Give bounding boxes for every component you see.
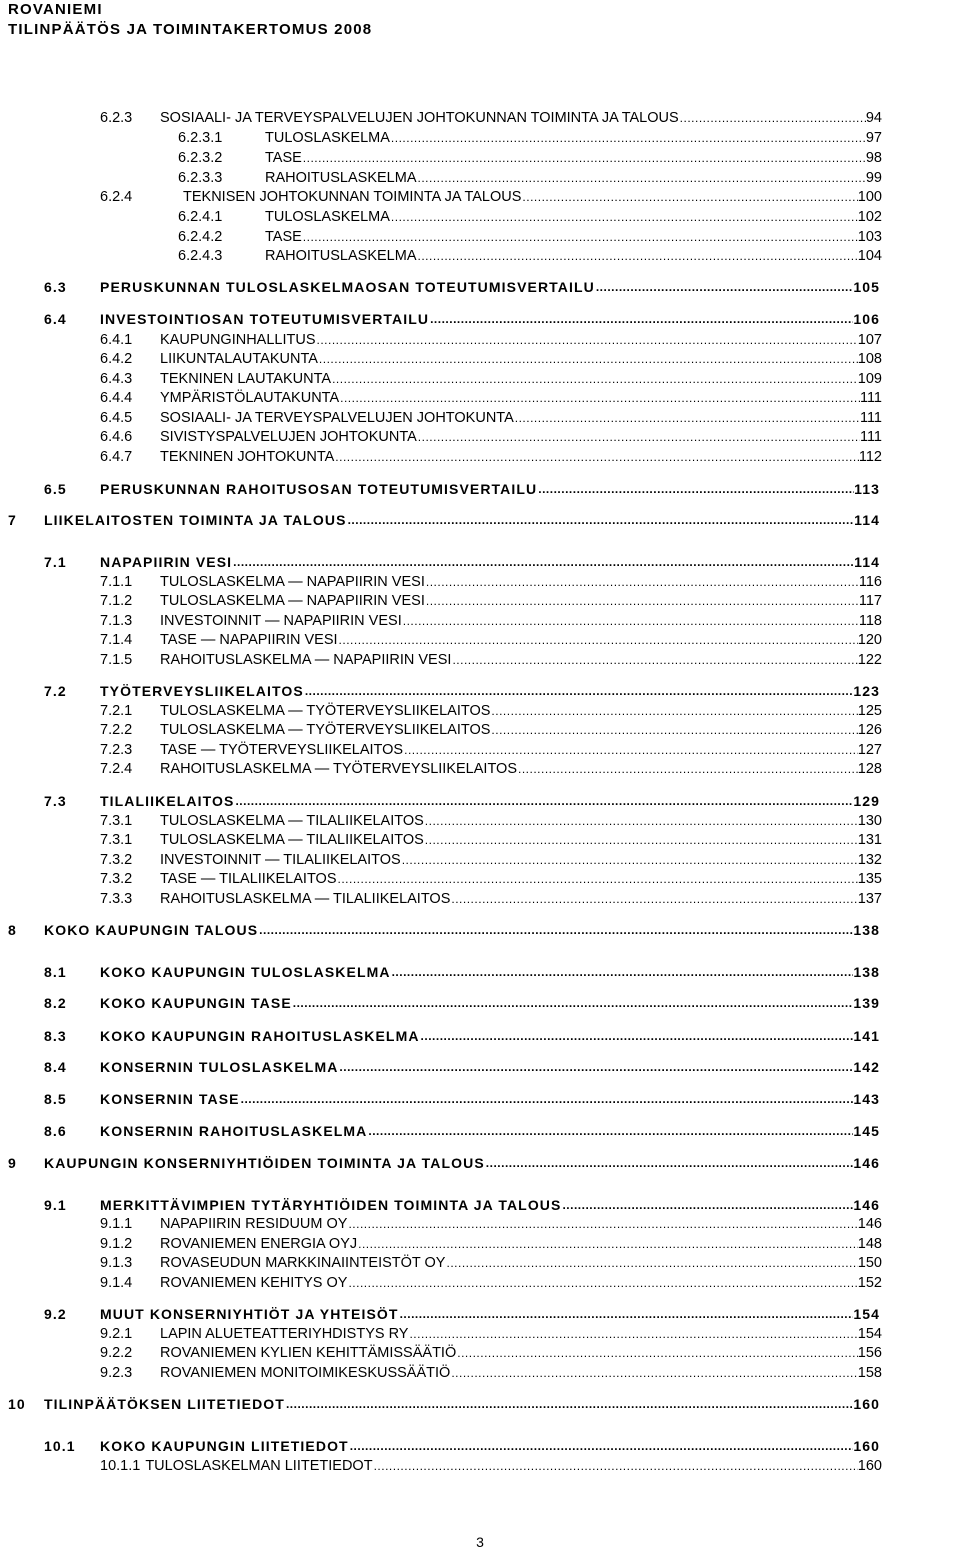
toc-entry-number: 7 (8, 512, 17, 528)
toc-entry-number: 8.5 (44, 1091, 67, 1107)
toc-leader-dots (258, 923, 853, 937)
toc-entry[interactable] (44, 309, 880, 329)
toc-leader-dots (417, 430, 860, 444)
toc-entry-page: 106 (853, 311, 880, 327)
toc-leader-dots (234, 794, 853, 808)
toc-entry-page: 129 (853, 793, 880, 809)
toc-entry[interactable] (44, 479, 880, 499)
toc-leader-dots (349, 1439, 854, 1453)
toc-entry-title: TASE — TILALIIKELAITOS (160, 871, 337, 887)
toc-entry-page: 160 (853, 1396, 880, 1412)
toc-entry[interactable] (100, 187, 882, 207)
toc-entry-title: KAUPUNGIN KONSERNIYHTIÖIDEN TOIMINTA JA TALOUS (44, 1155, 485, 1171)
toc-entry-number: 6.4.2 (100, 351, 133, 367)
toc-entry[interactable] (100, 1253, 882, 1273)
toc-entry-title: TULOSLASKELMA — TYÖTERVEYSLIIKELAITOS (160, 722, 491, 738)
toc-entry-page: 122 (857, 652, 882, 668)
toc-leader-dots (561, 1198, 853, 1212)
page-number: 3 (476, 1534, 484, 1550)
toc-entry-page: 125 (857, 703, 882, 719)
toc-leader-dots (417, 249, 858, 263)
toc-entry-title: TILALIIKELAITOS (100, 793, 235, 809)
toc-entry-number: 6.4.7 (100, 449, 133, 465)
toc-entry-number: 8 (8, 922, 17, 938)
toc-entry[interactable] (100, 427, 882, 447)
toc-entry-number: 6.2.4.3 (178, 248, 223, 264)
toc-leader-dots (302, 230, 858, 244)
toc-entry[interactable] (100, 830, 882, 850)
toc-entry[interactable] (100, 720, 882, 740)
toc-entry-number: 7.2.3 (100, 742, 133, 758)
toc-entry-title: TULOSLASKELMAN LIITETIEDOT (145, 1458, 373, 1474)
toc-entry-title: INVESTOINNIT — NAPAPIIRIN VESI (160, 613, 402, 629)
toc-entry[interactable] (44, 993, 880, 1013)
toc-leader-dots (424, 814, 858, 828)
toc-entry-page: 111 (859, 390, 882, 406)
toc-entry[interactable] (100, 388, 882, 408)
toc-entry-number: 8.2 (44, 995, 67, 1011)
toc-entry-page: 104 (857, 248, 882, 264)
toc-entry-page: 117 (858, 593, 882, 609)
toc-entry-page: 139 (853, 995, 880, 1011)
toc-entry[interactable] (44, 791, 880, 811)
toc-leader-dots (285, 1397, 853, 1411)
toc-leader-dots (316, 333, 858, 347)
toc-entry[interactable] (100, 850, 882, 870)
toc-leader-dots (490, 704, 857, 718)
toc-entry-number: 10 (8, 1396, 26, 1412)
toc-entry-title: MERKITTÄVIMPIEN TYTÄRYHTIÖIDEN TOIMINTA JA TALOUS (100, 1197, 562, 1213)
toc-leader-dots (390, 210, 858, 224)
toc-leader-dots (232, 555, 854, 569)
toc-leader-dots (339, 391, 860, 405)
toc-entry[interactable] (8, 1394, 880, 1414)
toc-entry-number: 7.3 (44, 793, 67, 809)
toc-entry-title: ROVANIEMEN MONITOIMIKESKUSSÄÄTIÖ (160, 1365, 451, 1381)
toc-leader-dots (424, 833, 858, 847)
toc-entry-number: 6.4.1 (100, 332, 133, 348)
toc-entry[interactable] (100, 572, 882, 592)
toc-entry[interactable] (44, 681, 880, 701)
toc-entry-number: 6.4.4 (100, 390, 133, 406)
toc-entry-title: NAPAPIIRIN RESIDUUM OY (160, 1216, 348, 1232)
toc-entry[interactable] (8, 920, 880, 940)
toc-entry-title: TASE — NAPAPIIRIN VESI (160, 632, 338, 648)
toc-entry[interactable] (178, 128, 882, 148)
toc-entry-title: TILINPÄÄTÖKSEN LIITETIEDOT (44, 1396, 285, 1412)
toc-entry-page: 146 (853, 1155, 880, 1171)
toc-entry[interactable] (100, 1273, 882, 1293)
toc-entry-number: 6.4.5 (100, 410, 133, 426)
toc-entry[interactable] (100, 369, 882, 389)
toc-leader-dots (537, 482, 854, 496)
toc-leader-dots (485, 1156, 854, 1170)
toc-leader-dots (367, 1124, 853, 1138)
toc-entry-title: KONSERNIN TULOSLASKELMA (100, 1059, 339, 1075)
toc-entry-page: 99 (865, 170, 882, 186)
toc-entry-number: 6.4.3 (100, 371, 133, 387)
toc-entry-number: 6.3 (44, 279, 67, 295)
toc-entry-number: 7.3.3 (100, 891, 133, 907)
toc-entry-number: 10.1.1 (100, 1458, 141, 1474)
toc-entry-number: 6.2.4 (100, 189, 133, 205)
toc-entry-title: KAUPUNGINHALLITUS (160, 332, 316, 348)
toc-entry-page: 100 (857, 189, 882, 205)
toc-leader-dots (337, 872, 858, 886)
toc-entry-title: PERUSKUNNAN RAHOITUSOSAN TOTEUTUMISVERTAILU (100, 481, 538, 497)
toc-entry[interactable] (100, 1324, 882, 1344)
toc-entry-title: ROVASEUDUN MARKKINAIINTEISTÖT OY (160, 1255, 446, 1271)
toc-entry[interactable] (100, 889, 882, 909)
toc-entry-title: YMPÄRISTÖLAUTAKUNTA (160, 390, 340, 406)
toc-entry-page: 127 (857, 742, 882, 758)
toc-leader-dots (450, 1366, 857, 1380)
toc-entry-page: 131 (857, 832, 882, 848)
toc-entry-page: 141 (853, 1028, 880, 1044)
toc-leader-dots (425, 594, 859, 608)
toc-entry[interactable] (100, 447, 882, 467)
toc-entry-page: 108 (857, 351, 882, 367)
toc-entry-title: LIIKELAITOSTEN TOIMINTA JA TALOUS (44, 512, 347, 528)
toc-entry-title: KONSERNIN TASE (100, 1091, 240, 1107)
toc-entry-number: 7.1.1 (100, 574, 133, 590)
toc-entry-number: 6.5 (44, 481, 67, 497)
toc-entry-title: TEKNISEN JOHTOKUNNAN TOIMINTA JA TALOUS (183, 189, 522, 205)
toc-leader-dots (402, 614, 859, 628)
toc-entry-number: 10.1 (44, 1438, 76, 1454)
toc-entry-title: TASE (265, 150, 302, 166)
toc-entry-page: 128 (857, 761, 882, 777)
toc-entry-page: 97 (865, 130, 882, 146)
toc-leader-dots (240, 1092, 854, 1106)
toc-leader-dots (399, 1307, 854, 1321)
toc-entry[interactable] (100, 701, 882, 721)
toc-entry-page: 118 (858, 613, 882, 629)
toc-entry-number: 6.2.3.3 (178, 170, 223, 186)
toc-entry-number: 9.1 (44, 1197, 67, 1213)
toc-entry-title: ROVANIEMEN ENERGIA OYJ (160, 1236, 358, 1252)
toc-entry-page: 152 (857, 1275, 882, 1291)
toc-entry-title: PERUSKUNNAN TULOSLASKELMAOSAN TOTEUTUMISVERTAILU (100, 279, 595, 295)
toc-leader-dots (490, 723, 857, 737)
toc-entry[interactable] (100, 1234, 882, 1254)
toc-entry-page: 98 (865, 150, 882, 166)
toc-entry[interactable] (100, 1343, 882, 1363)
toc-entry-title: ROVANIEMEN KYLIEN KEHITTÄMISSÄÄTIÖ (160, 1345, 457, 1361)
toc-entry[interactable] (100, 591, 882, 611)
toc-leader-dots (401, 853, 858, 867)
toc-entry-number: 8.6 (44, 1123, 67, 1139)
toc-entry-page: 160 (853, 1438, 880, 1454)
toc-entry-number: 6.2.3.2 (178, 150, 223, 166)
toc-entry-title: TEKNINEN LAUTAKUNTA (160, 371, 332, 387)
toc-entry-number: 7.3.1 (100, 813, 133, 829)
toc-entry[interactable] (44, 962, 880, 982)
toc-leader-dots (445, 1256, 857, 1270)
toc-leader-dots (334, 450, 859, 464)
toc-entry-page: 156 (857, 1345, 882, 1361)
toc-leader-dots (338, 1060, 853, 1074)
toc-entry-page: 132 (857, 852, 882, 868)
toc-entry-title: KOKO KAUPUNGIN TALOUS (44, 922, 259, 938)
toc-entry-page: 103 (857, 229, 882, 245)
toc-entry-number: 9.1.3 (100, 1255, 133, 1271)
toc-entry[interactable] (44, 1089, 880, 1109)
toc-entry-title: TULOSLASKELMA — TILALIIKELAITOS (160, 813, 424, 829)
toc-entry[interactable] (100, 740, 882, 760)
toc-entry-number: 8.3 (44, 1028, 67, 1044)
toc-leader-dots (347, 513, 855, 527)
toc-entry-title: NAPAPIIRIN VESI (100, 554, 233, 570)
toc-entry-title: RAHOITUSLASKELMA (265, 170, 417, 186)
toc-leader-dots (514, 411, 860, 425)
toc-leader-dots (331, 372, 858, 386)
toc-entry[interactable] (8, 1153, 880, 1173)
toc-entry-number: 7.1.4 (100, 632, 133, 648)
toc-entry-number: 9 (8, 1155, 17, 1171)
toc-leader-dots (304, 684, 853, 698)
toc-entry[interactable] (100, 611, 882, 631)
toc-leader-dots (595, 280, 853, 294)
toc-entry-page: 148 (857, 1236, 882, 1252)
toc-leader-dots (403, 743, 858, 757)
toc-leader-dots (451, 653, 857, 667)
header-organization: ROVANIEMI (8, 1, 103, 18)
toc-entry-title: KONSERNIN RAHOITUSLASKELMA (100, 1123, 368, 1139)
toc-entry-number: 6.2.4.1 (178, 209, 223, 225)
toc-entry-page: 120 (857, 632, 882, 648)
toc-entry-title: INVESTOINTIOSAN TOTEUTUMISVERTAILU (100, 311, 430, 327)
toc-entry-title: TULOSLASKELMA — NAPAPIIRIN VESI (160, 574, 425, 590)
toc-leader-dots (347, 1217, 857, 1231)
toc-leader-dots (338, 633, 858, 647)
toc-entry[interactable] (100, 759, 882, 779)
toc-entry-page: 111 (859, 410, 882, 426)
toc-entry-number: 6.4.6 (100, 429, 133, 445)
toc-leader-dots (292, 996, 854, 1010)
toc-entry-title: TULOSLASKELMA — NAPAPIIRIN VESI (160, 593, 425, 609)
toc-entry-title: RAHOITUSLASKELMA — TILALIIKELAITOS (160, 891, 451, 907)
toc-entry-number: 7.2.2 (100, 722, 133, 738)
toc-entry-number: 7.3.2 (100, 852, 133, 868)
toc-leader-dots (347, 1276, 857, 1290)
toc-leader-dots (391, 965, 854, 979)
toc-entry-page: 146 (857, 1216, 882, 1232)
toc-leader-dots (679, 111, 866, 125)
toc-entry-page: 154 (857, 1326, 882, 1342)
toc-entry[interactable] (8, 510, 880, 530)
toc-entry-number: 7.1 (44, 554, 67, 570)
toc-entry[interactable] (44, 1057, 880, 1077)
toc-entry-title: KOKO KAUPUNGIN TULOSLASKELMA (100, 964, 391, 980)
toc-entry[interactable] (178, 148, 882, 168)
toc-leader-dots (357, 1237, 858, 1251)
toc-entry-title: TULOSLASKELMA — TILALIIKELAITOS (160, 832, 424, 848)
toc-entry-number: 7.2.4 (100, 761, 133, 777)
toc-entry-number: 7.1.2 (100, 593, 133, 609)
toc-entry[interactable] (100, 1456, 882, 1476)
toc-entry[interactable] (178, 246, 882, 266)
toc-entry-page: 112 (858, 449, 882, 465)
toc-entry[interactable] (100, 330, 882, 350)
toc-entry[interactable] (100, 811, 882, 831)
toc-entry[interactable] (100, 650, 882, 670)
toc-entry-number: 7.1.5 (100, 652, 133, 668)
toc-entry-page: 102 (857, 209, 882, 225)
toc-entry-title: KOKO KAUPUNGIN LIITETIEDOT (100, 1438, 349, 1454)
toc-entry-number: 9.1.4 (100, 1275, 133, 1291)
toc-entry-number: 8.4 (44, 1059, 67, 1075)
toc-entry-page: 142 (853, 1059, 880, 1075)
toc-entry-page: 138 (853, 922, 880, 938)
toc-entry-title: KOKO KAUPUNGIN TASE (100, 995, 292, 1011)
toc-entry-page: 158 (857, 1365, 882, 1381)
toc-entry-title: SOSIAALI- JA TERVEYSPALVELUJEN JOHTOKUNNAN TOIMINTA JA TALOUS (160, 110, 679, 126)
toc-entry-number: 9.2.2 (100, 1345, 133, 1361)
toc-leader-dots (318, 352, 858, 366)
toc-entry-title: TYÖTERVEYSLIIKELAITOS (100, 683, 304, 699)
header-document-title: TILINPÄÄTÖS JA TOIMINTAKERTOMUS 2008 (8, 21, 373, 38)
toc-entry[interactable] (178, 227, 882, 247)
toc-leader-dots (456, 1346, 858, 1360)
toc-entry-page: 138 (853, 964, 880, 980)
toc-entry[interactable] (178, 207, 882, 227)
toc-entry-title: TEKNINEN JOHTOKUNTA (160, 449, 335, 465)
toc-entry-title: TASE — TYÖTERVEYSLIIKELAITOS (160, 742, 404, 758)
toc-entry-page: 150 (857, 1255, 882, 1271)
toc-leader-dots (425, 575, 859, 589)
toc-entry[interactable] (100, 1363, 882, 1383)
toc-entry-number: 7.3.2 (100, 871, 133, 887)
toc-leader-dots (417, 171, 866, 185)
toc-entry-number: 6.2.3 (100, 110, 133, 126)
toc-entry-page: 109 (857, 371, 882, 387)
toc-entry-page: 135 (857, 871, 882, 887)
toc-entry-title: RAHOITUSLASKELMA — NAPAPIIRIN VESI (160, 652, 452, 668)
toc-entry[interactable] (44, 1195, 880, 1215)
toc-entry-page: 116 (858, 574, 882, 590)
toc-entry-page: 107 (857, 332, 882, 348)
toc-entry-page: 145 (853, 1123, 880, 1139)
toc-entry-title: TULOSLASKELMA — TYÖTERVEYSLIIKELAITOS (160, 703, 491, 719)
toc-leader-dots (517, 762, 858, 776)
toc-entry-page: 143 (853, 1091, 880, 1107)
toc-entry-number: 6.2.3.1 (178, 130, 223, 146)
toc-entry-number: 7.1.3 (100, 613, 133, 629)
toc-entry[interactable] (100, 630, 882, 650)
toc-leader-dots (420, 1029, 854, 1043)
toc-entry-page: 94 (865, 110, 882, 126)
toc-entry-title: LAPIN ALUETEATTERIYHDISTYS RY (160, 1326, 409, 1342)
toc-entry[interactable] (44, 1304, 880, 1324)
toc-entry[interactable] (100, 408, 882, 428)
toc-entry-title: KOKO KAUPUNGIN RAHOITUSLASKELMA (100, 1028, 420, 1044)
toc-entry-page: 113 (854, 481, 880, 497)
toc-leader-dots (408, 1327, 857, 1341)
toc-entry-number: 8.1 (44, 964, 67, 980)
toc-leader-dots (302, 151, 866, 165)
toc-entry-page: 126 (857, 722, 882, 738)
toc-leader-dots (390, 131, 866, 145)
toc-entry[interactable] (44, 1121, 880, 1141)
toc-entry[interactable] (100, 869, 882, 889)
toc-entry-number: 9.1.1 (100, 1216, 133, 1232)
toc-entry-title: SOSIAALI- JA TERVEYSPALVELUJEN JOHTOKUNTA (160, 410, 514, 426)
toc-entry-number: 7.2 (44, 683, 67, 699)
toc-entry-page: 105 (853, 279, 880, 295)
toc-entry[interactable] (178, 168, 882, 188)
toc-entry-page: 146 (853, 1197, 880, 1213)
toc-entry-number: 7.2.1 (100, 703, 133, 719)
toc-entry-page: 114 (854, 512, 880, 528)
toc-entry-page: 130 (857, 813, 882, 829)
toc-entry-number: 6.4 (44, 311, 67, 327)
toc-entry[interactable] (44, 1026, 880, 1046)
toc-entry-title: LIIKUNTALAUTAKUNTA (160, 351, 318, 367)
toc-entry-title: ROVANIEMEN KEHITYS OY (160, 1275, 348, 1291)
toc-entry-page: 137 (857, 891, 882, 907)
toc-leader-dots (429, 312, 853, 326)
toc-entry-title: TASE (265, 229, 302, 245)
toc-entry-title: MUUT KONSERNIYHTIÖT JA YHTEISÖT (100, 1306, 399, 1322)
toc-entry-page: 114 (854, 554, 880, 570)
toc-entry-title: TULOSLASKELMA (265, 209, 390, 225)
toc-leader-dots (521, 190, 857, 204)
toc-entry-page: 111 (859, 429, 882, 445)
toc-entry[interactable] (100, 108, 882, 128)
toc-entry-number: 6.2.4.2 (178, 229, 223, 245)
toc-entry-page: 160 (857, 1458, 882, 1474)
toc-entry-title: RAHOITUSLASKELMA — TYÖTERVEYSLIIKELAITOS (160, 761, 517, 777)
toc-entry-page: 154 (853, 1306, 880, 1322)
toc-leader-dots (373, 1459, 858, 1473)
toc-entry[interactable] (44, 1436, 880, 1456)
toc-entry-title: RAHOITUSLASKELMA (265, 248, 417, 264)
toc-entry-title: INVESTOINNIT — TILALIIKELAITOS (160, 852, 401, 868)
toc-leader-dots (450, 892, 857, 906)
toc-entry-number: 9.2.3 (100, 1365, 133, 1381)
toc-entry-number: 9.2.1 (100, 1326, 133, 1342)
toc-entry-page: 123 (853, 683, 880, 699)
toc-entry-number: 9.2 (44, 1306, 67, 1322)
toc-entry-number: 9.1.2 (100, 1236, 133, 1252)
toc-entry[interactable] (100, 349, 882, 369)
toc-entry-title: SIVISTYSPALVELUJEN JOHTOKUNTA (160, 429, 417, 445)
toc-entry[interactable] (44, 552, 880, 572)
toc-entry-number: 7.3.1 (100, 832, 133, 848)
toc-entry[interactable] (44, 277, 880, 297)
toc-entry-title: TULOSLASKELMA (265, 130, 390, 146)
toc-entry[interactable] (100, 1214, 882, 1234)
